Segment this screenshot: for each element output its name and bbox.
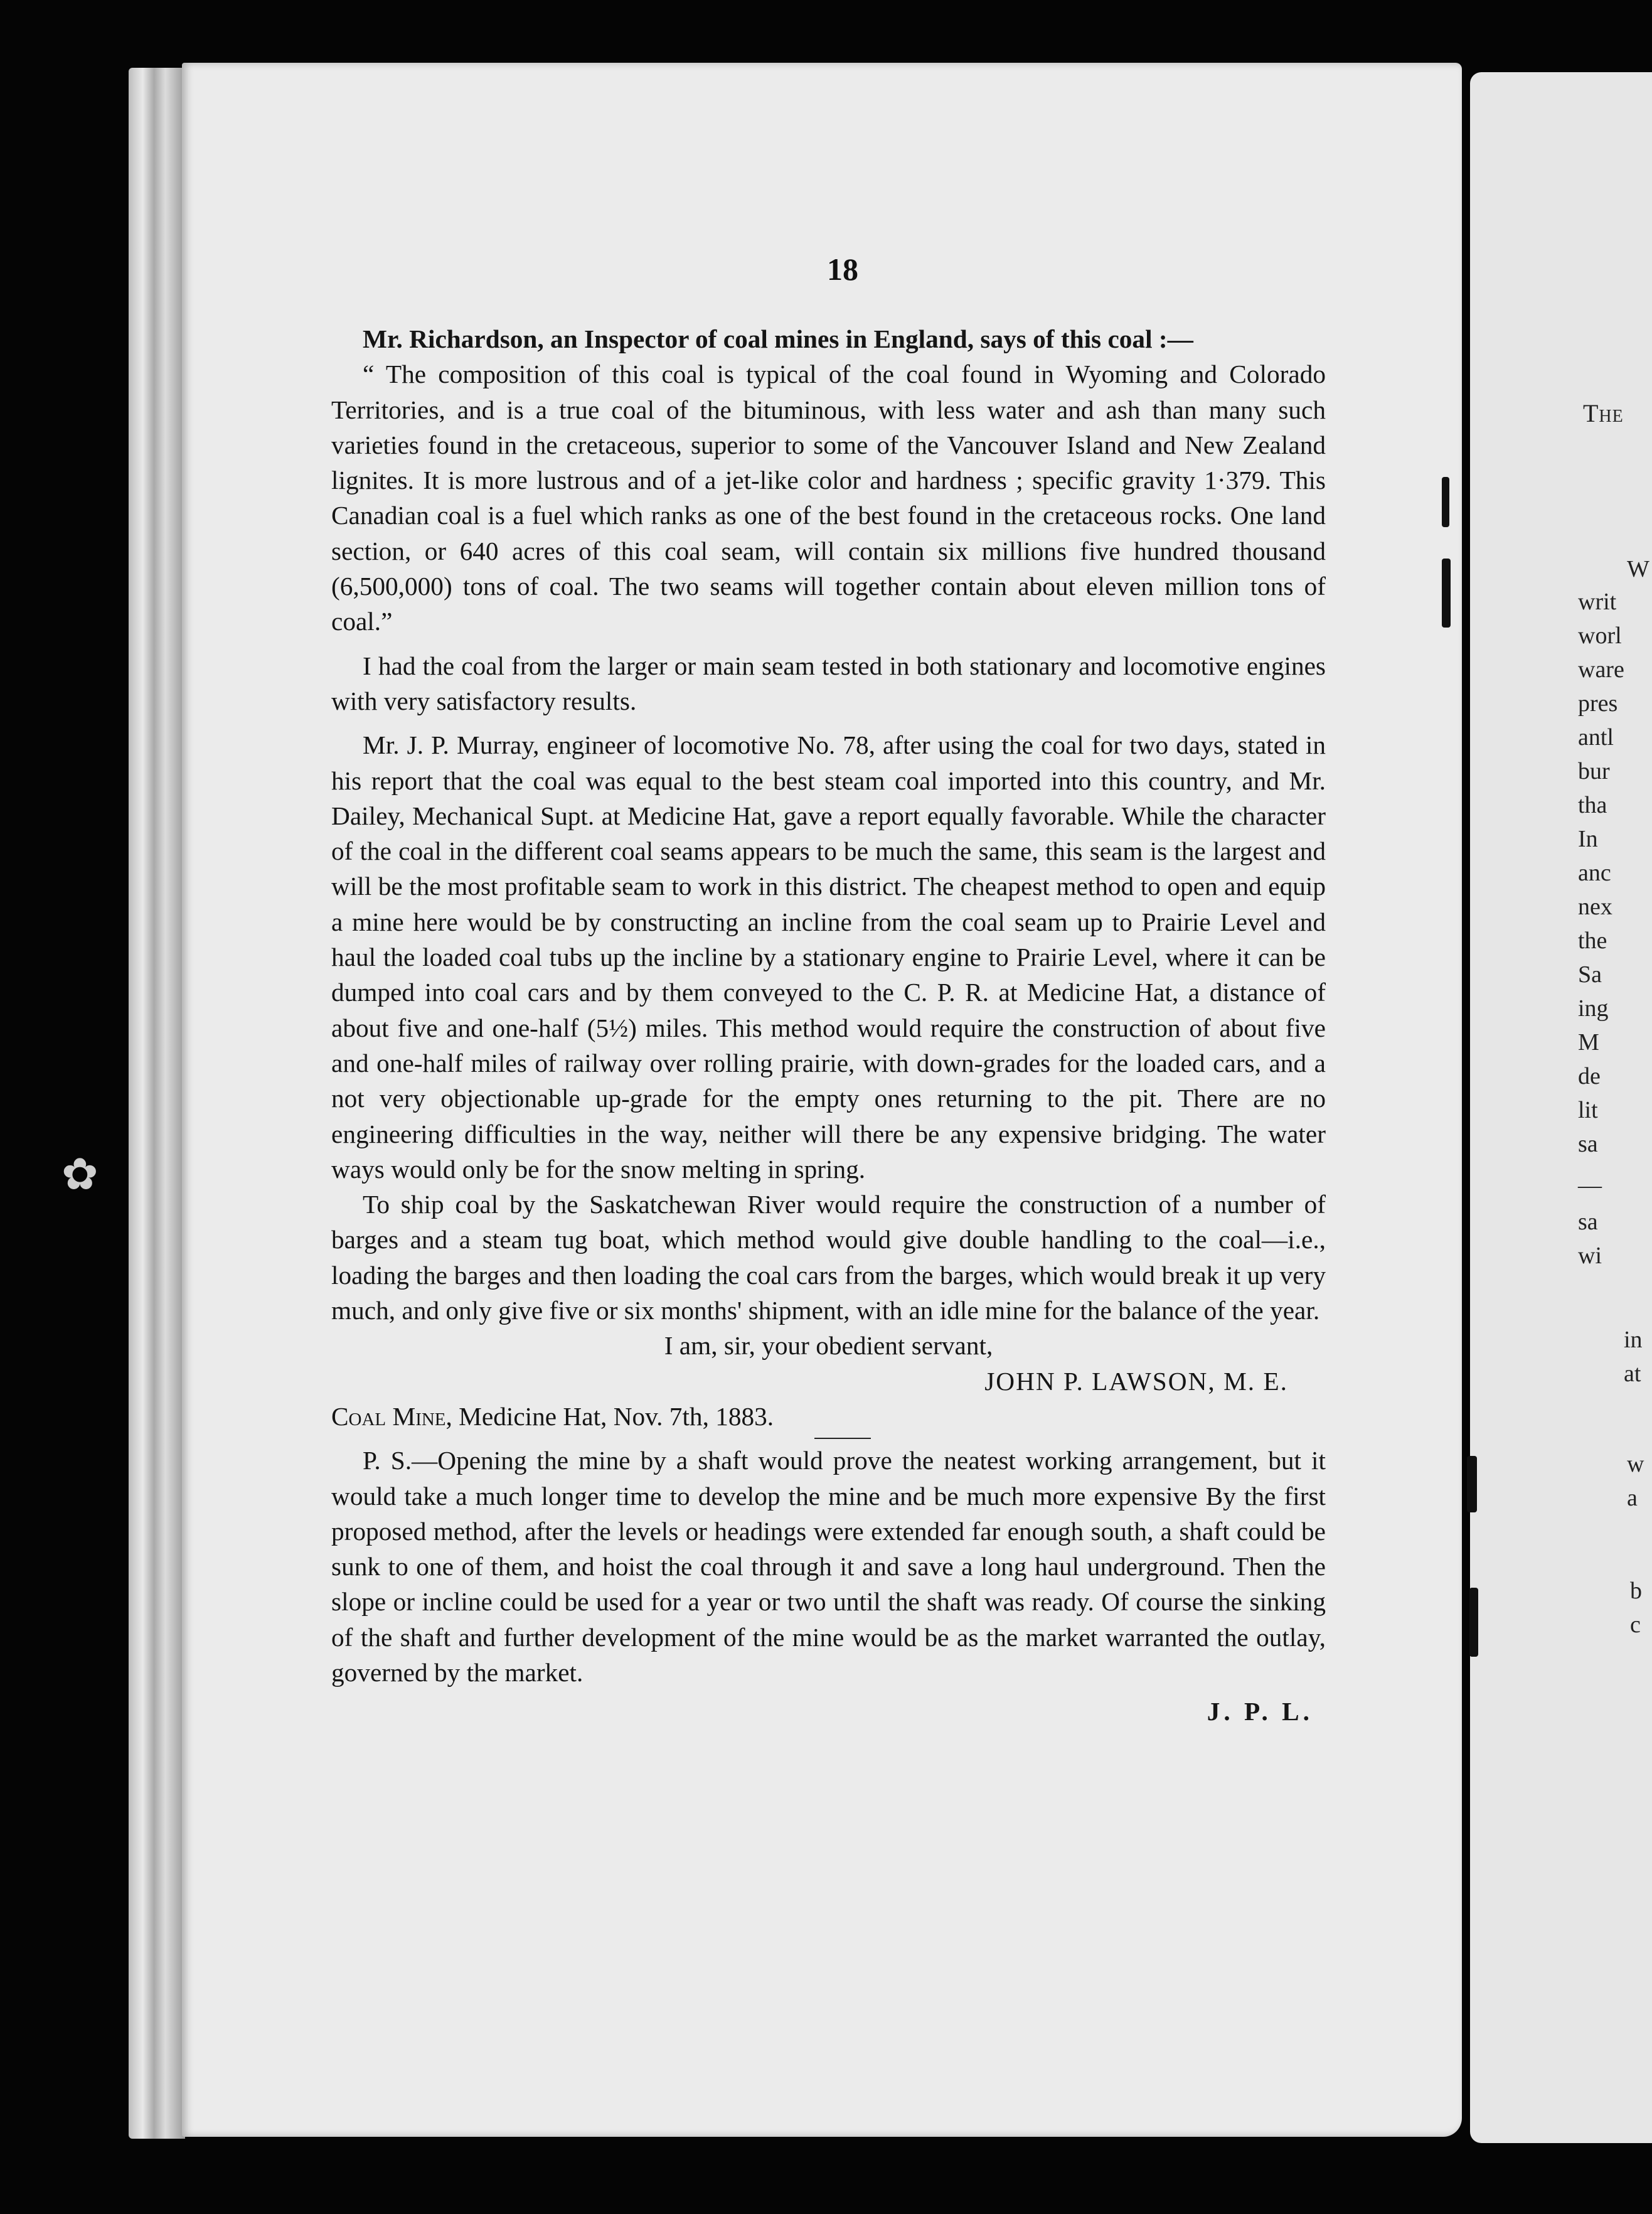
facing-page-fragment: The: [1583, 399, 1624, 427]
facing-page-fragment: M: [1578, 1029, 1599, 1056]
page-body: [331, 321, 1326, 1730]
facing-page-fragment: antl: [1578, 724, 1614, 751]
facing-page-fragment: In: [1578, 826, 1598, 852]
place-label: Coal Mine,: [331, 1401, 452, 1431]
divider: [814, 1438, 871, 1439]
binding-mark: [1467, 1456, 1477, 1512]
place-date: Medicine Hat, Nov. 7th, 1883.: [459, 1401, 774, 1431]
facing-page-fragment: b: [1630, 1578, 1642, 1604]
facing-page-fragment: worl: [1578, 623, 1622, 649]
facing-page-fragment: the: [1578, 928, 1607, 954]
facing-page-fragment: writ: [1578, 589, 1617, 615]
facing-page-fragment: Sa: [1578, 961, 1602, 988]
facing-page-fragment: tha: [1578, 792, 1607, 818]
facing-page-fragment: pres: [1578, 690, 1618, 717]
closing-line: I am, sir, your obedient servant,: [664, 1331, 993, 1361]
initials: J. P. L.: [1207, 1697, 1313, 1726]
facing-page-fragment: lit: [1578, 1097, 1598, 1123]
facing-page-fragment: bur: [1578, 758, 1610, 784]
body-paragraph: I had the coal from the larger or main seam tested in both stationary and locomotive engines with very satisfactory results.: [331, 651, 1326, 715]
body-paragraph: To ship coal by the Saskatchewan River would require the construction of a number of barges and a steam tug boat, which method would give double handling to the coal—i.e., loading the barges and then loading the coal cars from the barges, which would break it up very much, and only give five or six months' shipment, with an idle mine for the balance of the year.: [331, 1190, 1326, 1325]
facing-page: [1470, 72, 1652, 2143]
place-date-line: [331, 1399, 1326, 1434]
page-number: 18: [827, 252, 858, 287]
facing-page-fragment: in: [1624, 1327, 1643, 1353]
facing-page-fragment: a: [1627, 1485, 1638, 1511]
binding-mark: [1442, 477, 1449, 527]
binding-mark: [1442, 559, 1451, 628]
binding-mark: [1469, 1588, 1478, 1657]
facing-page-fragment: ware: [1578, 656, 1624, 683]
facing-page-fragment: at: [1624, 1361, 1641, 1387]
facing-page-fragment: c: [1630, 1612, 1641, 1638]
facing-page-fragment: sa: [1578, 1131, 1598, 1157]
facing-page-fragment: nex: [1578, 894, 1612, 920]
facing-page-fragment: wi: [1578, 1243, 1602, 1269]
page-edges: [129, 68, 185, 2139]
intro-paragraph: Mr. Richardson, an Inspector of coal mines in England, says of this coal :—: [363, 324, 1193, 353]
body-paragraph: Mr. J. P. Murray, engineer of locomotive No. 78, after using the coal for two days, stated in his report that the coal was equal to the best steam coal imported into this country, and Mr. Dailey, Mechanical Supt. at Medicine Hat, gave a report equally favorable. While the character of the coal in the different coal seams appears to be much the same, this seam is the largest and will be the most profitable seam to work in this district. The cheapest method to open and equip a mine here would be by constructing an incline from the coal seam up to Prairie Level and haul the loaded coal tubs up the incline by a stationary engine to Prairie Level, where it can be dumped into coal cars and by them conveyed to the C. P. R. at Medicine Hat, a distance of about five and one-half (5½) miles. This method would require the construction of about five and one-half miles of railway over rolling prairie, with down-grades for the loaded cars, and a not very objectionable up-grade for the empty ones returning to the pit. There are no engineering difficulties in the way, neither will there be any expensive bridging. The water ways would only be for the snow melting in spring.: [331, 730, 1326, 1184]
facing-page-fragment: anc: [1578, 860, 1611, 886]
facing-page-fragment: sa: [1578, 1209, 1598, 1235]
facing-page-fragment: ing: [1578, 995, 1609, 1022]
postscript: P. S.—Opening the mine by a shaft would prove the neatest working arrangement, but it would take a much longer time to develop the mine and be much more expensive By the first proposed method, after the levels or headings were extended far enough south, a shaft could be sunk to one of them, and hoist the coal through it and save a long haul underground. Then the slope or incline could be used for a year or two until the shaft was ready. Of course the sinking of the shaft and further development of the mine would be as the market warranted the outlay, governed by the market.: [331, 1446, 1326, 1687]
signature: JOHN P. LAWSON, M. E.: [984, 1366, 1288, 1396]
facing-page-fragment: —: [1578, 1172, 1602, 1199]
facing-page-fragment: w: [1627, 1451, 1644, 1477]
facing-page-fragment: W: [1627, 556, 1649, 582]
ornament-icon: ✿: [61, 1151, 99, 1199]
quote-paragraph: “ The composition of this coal is typical of the coal found in Wyoming and Colorado Territories, and is a true coal of the bituminous, with less water and ash than many such varieties found in the cretaceous, superior to some of the Vancouver Island and New Zealand lignites. It is more lustrous and of a jet-like color and hardness ; specific gravity 1·379. This Canadian coal is a fuel which ranks as one of the best found in the cretaceous rocks. One land section, or 640 acres of this coal seam, will contain six millions five hundred thousand (6,500,000) tons of coal. The two seams will together contain about eleven million tons of coal.”: [331, 360, 1326, 636]
facing-page-fragment: de: [1578, 1063, 1601, 1089]
